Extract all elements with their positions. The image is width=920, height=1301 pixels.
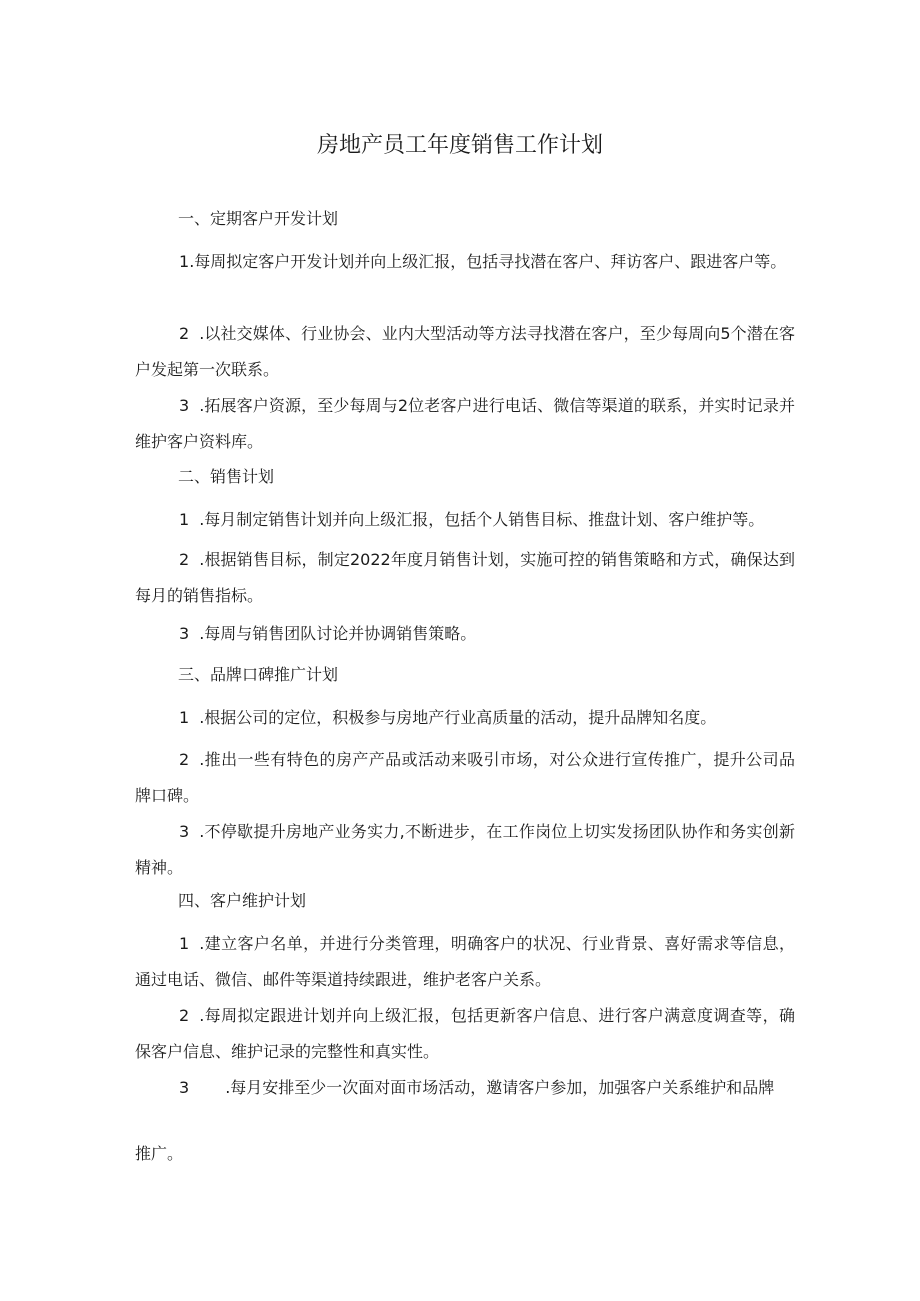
paragraph-4-2 bbox=[135, 998, 795, 1070]
item-number: 1 bbox=[179, 934, 190, 953]
document-title: 房地产员工年度销售工作计划 bbox=[316, 133, 603, 158]
section-heading-4: 四、客户维护计划 bbox=[178, 891, 307, 910]
paragraph-1-1 bbox=[135, 244, 795, 280]
item-text: .每月制定销售计划并向上级汇报，包括个人销售目标、推盘计划、客户维护等。 bbox=[199, 510, 765, 529]
paragraph-1-2 bbox=[135, 316, 795, 388]
trailing-text: 推广。 bbox=[135, 1144, 184, 1163]
paragraph-2-3 bbox=[135, 616, 795, 652]
paragraph-2-2 bbox=[135, 542, 795, 614]
item-text: .以社交媒体、行业协会、业内大型活动等方法寻找潜在客户，至少每周向5个潜在客户发起第一次联系。 bbox=[135, 324, 795, 379]
item-text: .每周与销售团队讨论并协调销售策略。 bbox=[199, 624, 477, 643]
item-number: 3 bbox=[179, 396, 190, 415]
item-text: .拓展客户资源，至少每周与2位老客户进行电话、微信等渠道的联系，并实时记录并维护客户资料库。 bbox=[135, 396, 795, 451]
item-text: .不停歇提升房地产业务实力,不断进步，在工作岗位上切实发扬团队协作和务实创新精神。 bbox=[135, 822, 795, 877]
item-number: 1 bbox=[179, 510, 190, 529]
item-number: 1 bbox=[179, 708, 190, 727]
item-text: .根据公司的定位，积极参与房地产行业高质量的活动，提升品牌知名度。 bbox=[199, 708, 717, 727]
item-text: .每周拟定跟进计划并向上级汇报，包括更新客户信息、进行客户满意度调查等，确保客户信息、维护记录的完整性和真实性。 bbox=[135, 1006, 795, 1061]
paragraph-4-1 bbox=[135, 926, 795, 998]
item-number: 1 bbox=[179, 252, 190, 271]
paragraph-3-1 bbox=[135, 700, 795, 736]
paragraph-4-3 bbox=[135, 1070, 795, 1106]
item-text: .每周拟定客户开发计划并向上级汇报，包括寻找潜在客户、拜访客户、跟进客户等。 bbox=[189, 252, 787, 271]
paragraph-2-1 bbox=[135, 502, 795, 538]
item-text: .每月安排至少一次面对面市场活动，邀请客户参加，加强客户关系维护和品牌 bbox=[225, 1078, 775, 1097]
paragraph-3-3 bbox=[135, 814, 795, 886]
item-number: 2 bbox=[179, 750, 190, 769]
section-heading-2: 二、销售计划 bbox=[178, 467, 275, 486]
item-number: 2 bbox=[179, 1006, 190, 1025]
section-heading-1: 一、定期客户开发计划 bbox=[178, 209, 339, 228]
item-number: 3 bbox=[179, 624, 190, 643]
paragraph-3-2 bbox=[135, 742, 795, 814]
item-text: .根据销售目标，制定2022年度月销售计划，实施可控的销售策略和方式，确保达到每月的销售指标。 bbox=[135, 550, 795, 605]
item-number: 2 bbox=[179, 324, 190, 343]
item-number: 2 bbox=[179, 550, 190, 569]
item-number: 3 bbox=[179, 1078, 190, 1097]
item-text: .推出一些有特色的房产产品或活动来吸引市场，对公众进行宣传推广，提升公司品牌口碑。 bbox=[135, 750, 795, 805]
item-number: 3 bbox=[179, 822, 190, 841]
section-heading-3: 三、品牌口碑推广计划 bbox=[178, 665, 339, 684]
item-text: .建立客户名单，并进行分类管理，明确客户的状况、行业背景、喜好需求等信息，通过电话、微信、邮件等渠道持续跟进，维护老客户关系。 bbox=[135, 934, 795, 989]
paragraph-1-3 bbox=[135, 388, 795, 460]
